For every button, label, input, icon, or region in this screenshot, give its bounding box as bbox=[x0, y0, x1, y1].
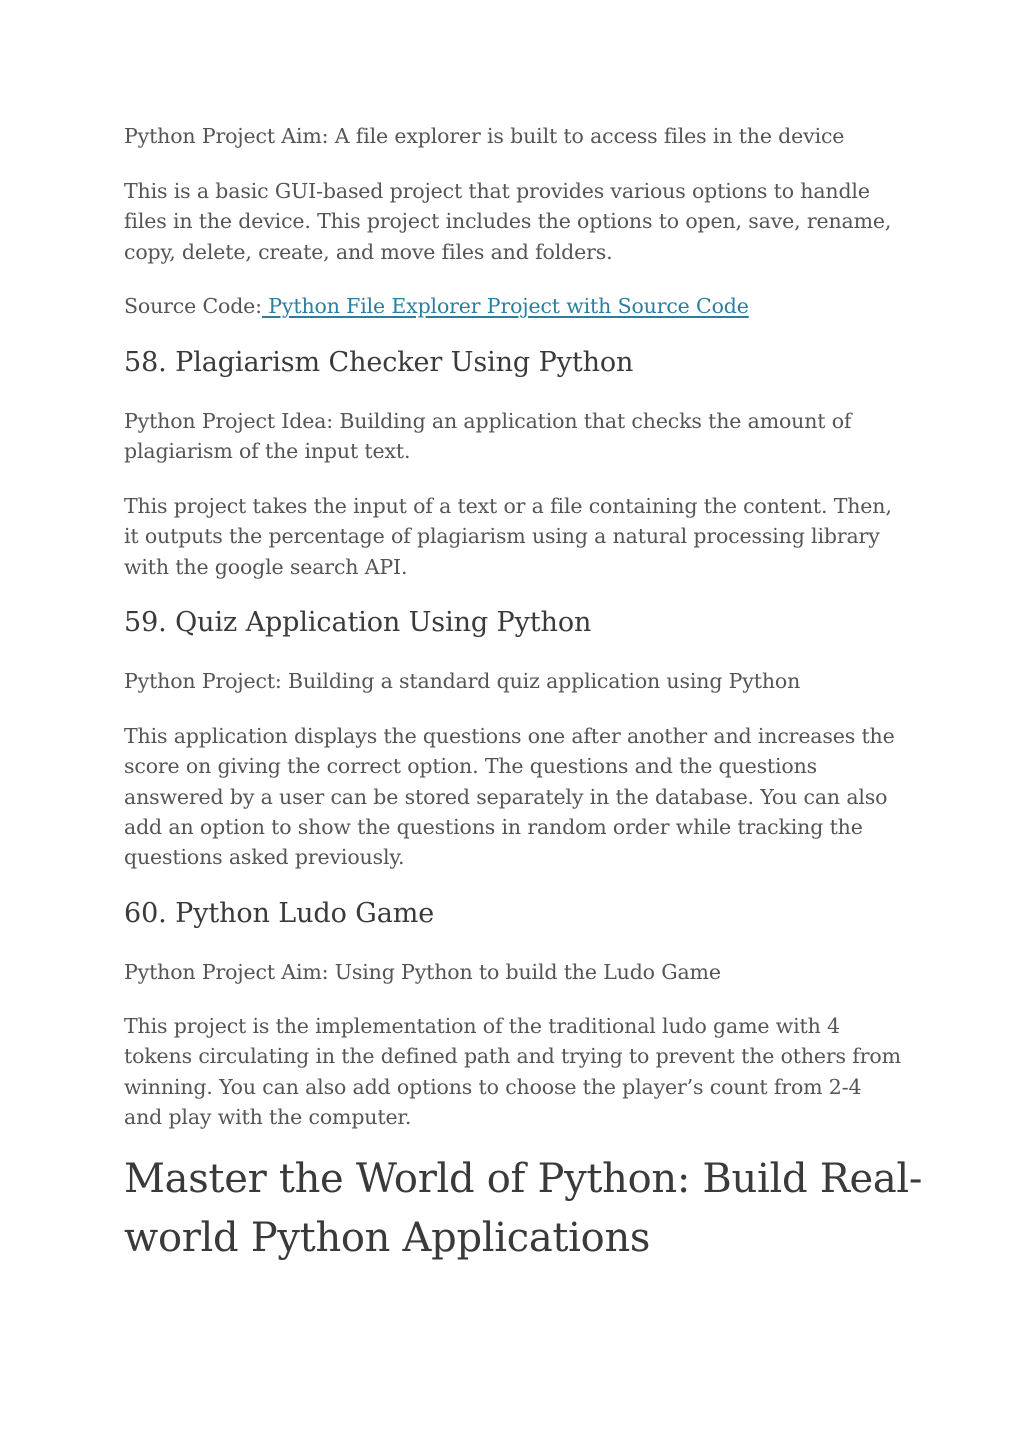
plagiarism-description: This project takes the input of a text or a file containing the content. Then, it outputs the percentage of plagiarism using a natural processing library with the google search API. bbox=[124, 494, 892, 579]
source-code-line bbox=[124, 291, 904, 321]
source-code-label: Source Code: bbox=[124, 294, 262, 318]
ludo-description: This project is the implementation of the traditional ludo game with 4 tokens circulating in the defined path and trying to prevent the others from winning. You can also add options to choose the player’s count from 2-4 and play with the computer. bbox=[124, 1014, 901, 1129]
heading-ludo-game: 60. Python Ludo Game bbox=[124, 898, 435, 929]
quiz-description: This application displays the questions one after another and increases the score on giving the correct option. The questions and the questions answered by a user can be stored separately in the database. You can also add an option to show the questions in random order while tracking the questions asked previously. bbox=[124, 724, 895, 870]
project-idea-plagiarism: Python Project Idea: Building an application that checks the amount of plagiarism of the input text. bbox=[124, 409, 852, 464]
project-aim-ludo: Python Project Aim: Using Python to build the Ludo Game bbox=[124, 960, 721, 984]
file-explorer-source-link[interactable]: Python File Explorer Project with Source Code bbox=[261, 294, 749, 318]
closing-heading: Master the World of Python: Build Real-world Python Applications bbox=[124, 1156, 923, 1261]
project-aim-file-explorer: Python Project Aim: A file explorer is built to access files in the device bbox=[124, 124, 845, 148]
heading-plagiarism-checker: 58. Plagiarism Checker Using Python bbox=[124, 347, 634, 378]
project-quiz: Python Project: Building a standard quiz application using Python bbox=[124, 669, 801, 693]
heading-quiz-application: 59. Quiz Application Using Python bbox=[124, 607, 592, 638]
file-explorer-description: This is a basic GUI-based project that provides various options to handle files in the device. This project includes the options to open, save, rename, copy, delete, create, and move files and folders. bbox=[124, 179, 892, 264]
